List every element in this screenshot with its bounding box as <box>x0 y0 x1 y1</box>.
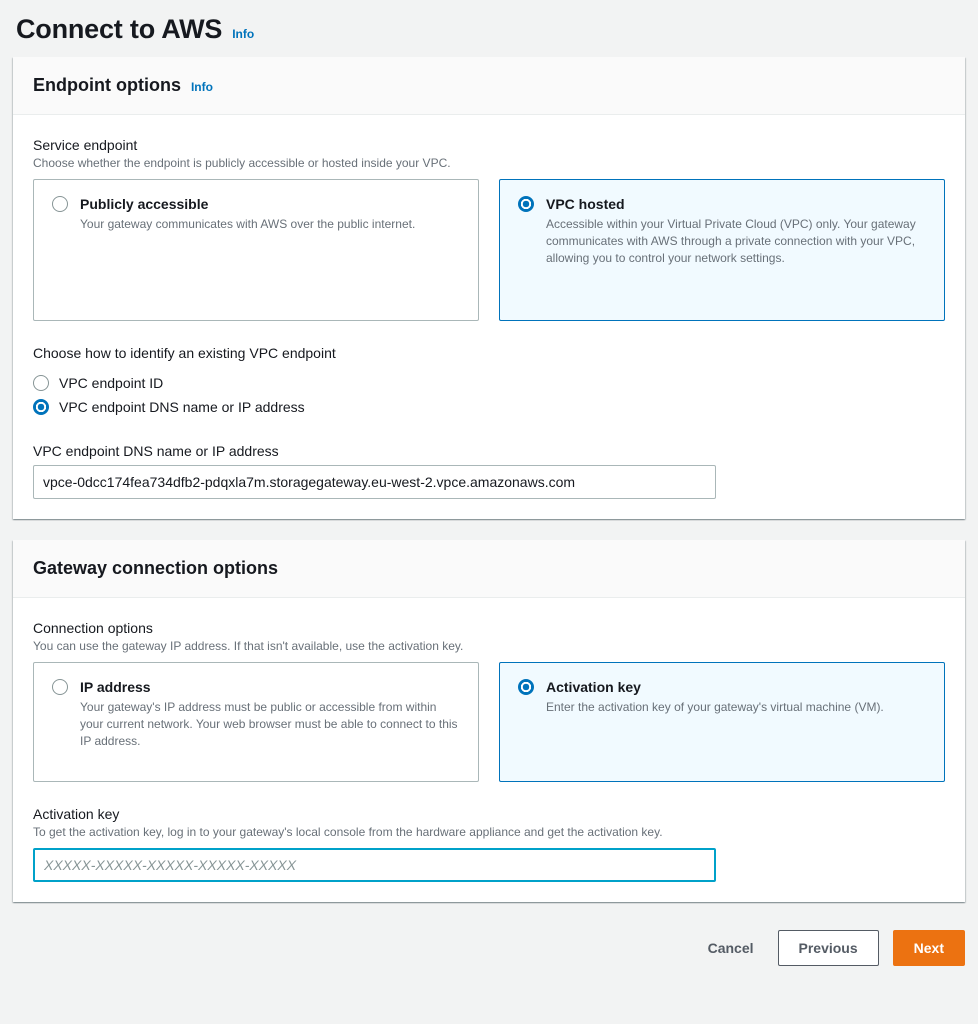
tile-activation-key[interactable] <box>499 662 945 782</box>
endpoint-options-info-link[interactable]: Info <box>190 80 213 94</box>
radio-activation-key-icon[interactable] <box>518 679 534 695</box>
tile-publicly-accessible-content <box>80 194 415 233</box>
tile-vpc-hosted-description: Accessible within your Virtual Private Cloud (VPC) only. Your gateway communicates with AWS through a private connection with your VPC, allowing you to control your network settings. <box>546 217 916 265</box>
service-endpoint-label: Service endpoint <box>33 137 138 153</box>
activation-key-description: To get the activation key, log in to your gateway's local console from the hardware appliance and get the activation key. <box>33 825 663 839</box>
tile-ip-address-description: Your gateway's IP address must be public or accessible from within your current network. Your web browser must be able to connect to this IP address. <box>80 700 458 748</box>
radio-publicly-accessible-icon[interactable] <box>52 196 68 212</box>
tile-publicly-accessible-title: Publicly accessible <box>80 196 209 212</box>
tile-vpc-hosted-content <box>546 194 926 267</box>
tile-ip-address[interactable] <box>33 662 479 782</box>
tile-activation-key-title: Activation key <box>546 679 641 695</box>
identify-endpoint-label: Choose how to identify an existing VPC endpoint <box>33 345 336 361</box>
tile-publicly-accessible-description: Your gateway communicates with AWS over the public internet. <box>80 217 416 231</box>
tile-ip-address-content <box>80 677 460 750</box>
radio-vpc-endpoint-dns-label: VPC endpoint DNS name or IP address <box>59 399 305 415</box>
radio-ip-address-icon[interactable] <box>52 679 68 695</box>
gateway-connection-card-header <box>13 540 965 598</box>
tile-activation-key-description: Enter the activation key of your gateway's virtual machine (VM). <box>546 700 884 714</box>
radio-vpc-hosted-icon[interactable] <box>518 196 534 212</box>
cancel-button[interactable]: Cancel <box>698 931 764 965</box>
tile-vpc-hosted-title: VPC hosted <box>546 196 625 212</box>
endpoint-options-card <box>13 57 965 519</box>
identify-endpoint-radio-group <box>33 371 945 419</box>
radio-vpc-endpoint-dns-icon[interactable] <box>33 399 49 415</box>
page-title: Connect to AWS <box>16 14 223 44</box>
radio-vpc-endpoint-id-icon[interactable] <box>33 375 49 391</box>
connection-options-tile-group <box>33 662 945 782</box>
tile-activation-key-content <box>546 677 884 716</box>
service-endpoint-tile-group <box>33 179 945 321</box>
endpoint-options-card-header <box>13 57 965 115</box>
connection-options-label: Connection options <box>33 620 153 636</box>
activation-key-input[interactable] <box>33 848 716 882</box>
wizard-footer-actions <box>13 924 965 986</box>
gateway-connection-title: Gateway connection options <box>33 558 279 578</box>
previous-button[interactable]: Previous <box>778 930 879 966</box>
tile-publicly-accessible[interactable] <box>33 179 479 321</box>
endpoint-options-card-body <box>13 115 965 519</box>
dns-name-input[interactable] <box>33 465 716 499</box>
tile-vpc-hosted[interactable] <box>499 179 945 321</box>
service-endpoint-description: Choose whether the endpoint is publicly accessible or hosted inside your VPC. <box>33 156 451 170</box>
page-info-link[interactable]: Info <box>232 27 255 41</box>
endpoint-options-title: Endpoint options <box>33 75 181 95</box>
radio-option-vpc-endpoint-dns[interactable] <box>33 395 945 419</box>
next-button[interactable]: Next <box>893 930 965 966</box>
dns-field-label: VPC endpoint DNS name or IP address <box>33 443 279 459</box>
connection-options-description: You can use the gateway IP address. If that isn't available, use the activation key. <box>33 639 464 653</box>
gateway-connection-card <box>13 540 965 902</box>
tile-ip-address-title: IP address <box>80 679 151 695</box>
gateway-connection-card-body <box>13 598 965 902</box>
page-header <box>0 0 978 57</box>
activation-key-label: Activation key <box>33 806 120 822</box>
radio-vpc-endpoint-id-label: VPC endpoint ID <box>59 375 164 391</box>
radio-option-vpc-endpoint-id[interactable] <box>33 371 945 395</box>
